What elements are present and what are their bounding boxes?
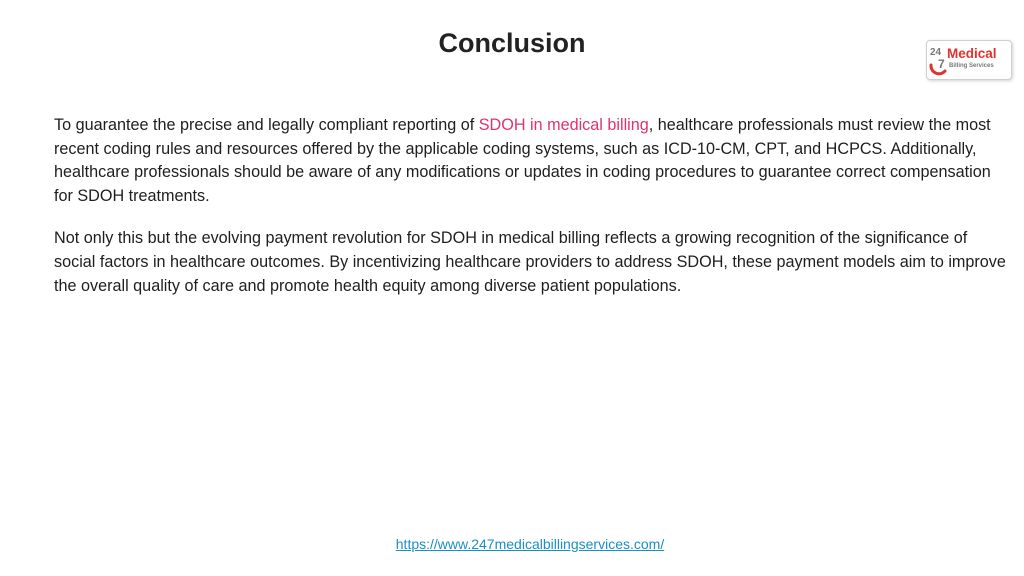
logo-number-7: 7 — [938, 57, 945, 71]
logo-sub-text: Billing Services — [949, 63, 994, 69]
paragraph-1-after-link: , healthcare professionals must review the most recent coding rules and resources offered by the applicable coding systems, such as ICD-10-CM, CPT, and HCPCS. Additionally, healthcare professionals should be aware of any modifications or updates in coding procedures to guarantee correct compensation for SDOH treatments. — [54, 116, 991, 205]
paragraph-2: Not only this but the evolving payment revolution for SDOH in medical billing reflects a growing recognition of the significance of social factors in healthcare outcomes. By incentivizing healthcare providers to address SDOH, these payment models aim to improve the overall quality of care and promote health equity among diverse patient populations. — [54, 229, 1006, 295]
paragraph-1 — [54, 114, 1008, 208]
company-logo — [926, 40, 1012, 80]
conclusion-body — [54, 114, 1008, 317]
logo-brand-text: Medical — [947, 46, 997, 61]
paragraph-1-before-link: To guarantee the precise and legally compliant reporting of — [54, 116, 479, 134]
footer-website-link[interactable]: https://www.247medicalbillingservices.com/ — [395, 536, 665, 552]
company-logo-graphic — [927, 41, 1011, 79]
logo-number-24: 24 — [930, 47, 942, 58]
sdoh-billing-link[interactable]: SDOH in medical billing — [478, 116, 649, 134]
slide-title: Conclusion — [438, 28, 586, 58]
